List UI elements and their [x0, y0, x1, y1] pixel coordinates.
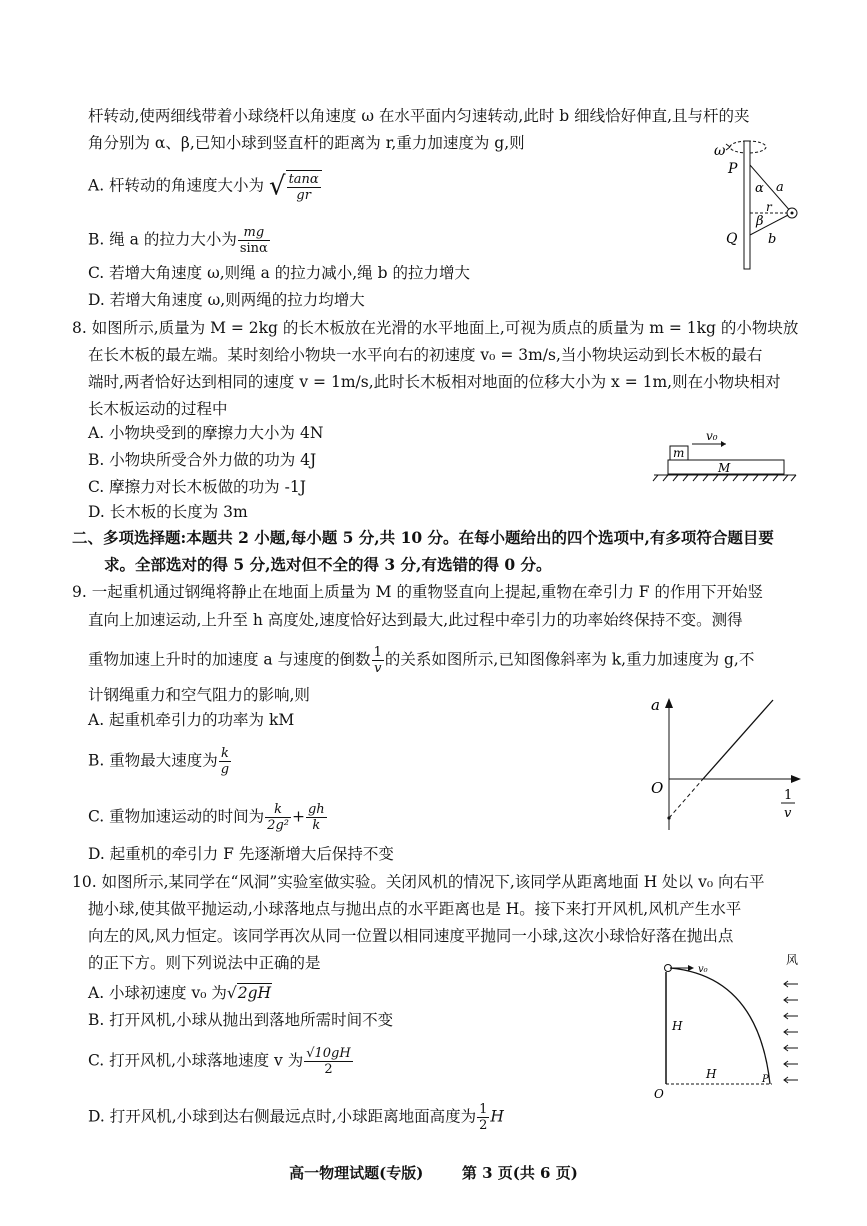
q7-option-b [88, 225, 271, 256]
q10-option-c-text: C. 打开风机,小球落地速度 v 为 [88, 1051, 304, 1070]
footer-page-number: 第 3 页(共 6 页) [461, 1164, 578, 1182]
q8-line2: 在长木板的最左端。某时刻给小物块一水平向右的初速度 v₀ = 3m/s,当小物块运动到长木板的最右 [88, 346, 763, 364]
q10-line4: 的正下方。则下列说法中正确的是 [88, 954, 321, 972]
y-axis-arrow-icon [665, 698, 673, 708]
q9-line3-num: 1 [373, 645, 382, 660]
block-m-label: m [673, 446, 685, 460]
origin-label: O [651, 779, 664, 797]
q9-option-c-den2: k [312, 818, 321, 833]
q10-option-c-rad: 10gH [314, 1046, 351, 1061]
q9-option-b-text: B. 重物最大速度为 [88, 751, 218, 770]
x-axis-arrow-icon [791, 775, 801, 783]
acceleration-graph [645, 690, 815, 835]
height-label: H [672, 1019, 683, 1033]
wind-label: 风 [786, 953, 799, 967]
q10-option-d-text: D. 打开风机,小球到达右侧最远点时,小球距离地面高度为 [88, 1107, 477, 1126]
string-b-label: b [768, 232, 777, 247]
q7-option-a-num: tanα [288, 172, 319, 187]
section2-line2: 求。全部选对的得 5 分,选对但不全的得 3 分,有选错的得 0 分。 [104, 555, 552, 574]
q8-line4: 长木板运动的过程中 [88, 400, 228, 418]
q7-option-a [88, 170, 322, 203]
q9-line1: 9. 一起重机通过钢绳将静止在地面上质量为 M 的重物竖直向上提起,重物在牵引力 F 的作用下开始竖 [72, 583, 763, 601]
extended-line-dashed [669, 779, 703, 818]
rotating-rod-figure [700, 135, 810, 275]
arrow-head-icon [721, 441, 726, 447]
q7-option-c: C. 若增大角速度 ω,则绳 a 的拉力减小,绳 b 的拉力增大 [88, 264, 470, 282]
y-axis-label: a [651, 696, 660, 714]
q7-option-d: D. 若增大角速度 ω,则两绳的拉力均增大 [88, 291, 365, 309]
radius-label: r [766, 200, 772, 214]
ground-hatch [653, 475, 796, 481]
data-line [703, 700, 773, 779]
q8-option-a: A. 小物块受到的摩擦力大小为 4N [88, 424, 324, 442]
rotation-arrow-icon [726, 144, 730, 150]
wind-arrows [784, 981, 798, 1083]
v0-label: v₀ [706, 429, 718, 443]
wind-tunnel-figure [650, 950, 810, 1100]
intercept-point [667, 816, 670, 819]
q7-option-a-text: A. 杆转动的角速度大小为 [88, 176, 265, 195]
alpha-label: α [755, 181, 764, 196]
q9-line3-pre: 重物加速上升时的加速度 a 与速度的倒数 [88, 650, 371, 669]
q7-option-a-den: gr [296, 188, 311, 203]
wind-arrow-icon [784, 1029, 798, 1035]
q10-option-d-num: 1 [479, 1102, 488, 1117]
ball-center [791, 212, 794, 215]
wind-arrow-icon [784, 1077, 798, 1083]
x-axis-label-den: v [784, 806, 792, 821]
q9-option-c-num2: gh [307, 802, 325, 817]
q10-option-c: C. 打开风机,小球落地速度 v 为 $\frac{√10gH}{2}$ [88, 1046, 351, 1077]
wind-arrow-icon [784, 997, 798, 1003]
q9-option-b-num: k [219, 746, 231, 762]
x-axis-label-num: 1 [784, 788, 793, 803]
q9-line3-den: v [374, 661, 382, 676]
q10-option-a-text: A. 小球初速度 v₀ 为 [88, 984, 227, 1002]
horizontal-distance-label: H [706, 1067, 717, 1081]
vertical-rod [744, 141, 750, 269]
q9-option-d: D. 起重机的牵引力 F 先逐渐增大后保持不变 [88, 845, 394, 863]
board-m-label: M [718, 461, 731, 475]
footer-title: 高一物理试题(专版) [289, 1164, 424, 1182]
q8-option-b: B. 小物块所受合外力做的功为 4J [88, 451, 317, 469]
q9-line2: 直向上加速运动,上升至 h 高度处,速度恰好达到最大,此过程中牵引力的功率始终保持不变。测得 [88, 611, 743, 629]
string-a-label: a [776, 180, 784, 195]
q8-line1: 8. 如图所示,质量为 M = 2kg 的长木板放在光滑的水平地面上,可视为质点的质量为 m = 1kg 的小物块放 [72, 319, 799, 337]
q10-line1: 10. 如图所示,某同学在“风洞”实验室做实验。关闭风机的情况下,该同学从距离地面 H 处以 v₀ 向右平 [72, 873, 765, 891]
section2-line1: 二、多项选择题:本题共 2 小题,每小题 5 分,共 10 分。在每小题给出的四个选项中,有多项符合题目要 [72, 528, 774, 547]
q7-option-b-text: B. 绳 a 的拉力大小为 [88, 230, 237, 249]
velocity-arrow-head-icon [688, 965, 694, 971]
wind-arrow-icon [784, 981, 798, 987]
omega-label: ω [714, 143, 726, 159]
q9-line4: 计钢绳重力和空气阻力的影响,则 [88, 686, 310, 704]
q10-option-d-post: H [490, 1107, 504, 1126]
q7-option-b-den: sinα [239, 241, 268, 256]
q9-line3-post: 的关系如图所示,已知图像斜率为 k,重力加速度为 g,不 [384, 650, 755, 669]
q7-intro-line2: 角分别为 α、β,已知小球到竖直杆的距离为 r,重力加速度为 g,则 [88, 134, 525, 152]
q9-option-c-den1: 2g² [267, 818, 289, 833]
beta-label: β [756, 214, 764, 229]
landing-point-label: P [762, 1074, 769, 1085]
block-board-figure [650, 428, 800, 488]
q9-option-c-plus: + [291, 807, 305, 826]
q9-option-b-den: g [220, 762, 230, 777]
q10-option-d-den: 2 [479, 1118, 488, 1133]
point-p-label: P [728, 161, 738, 177]
sqrt-expression: √ $\frac{\tan\alpha}{gr}$ [269, 170, 322, 203]
q8-option-c: C. 摩擦力对长木板做的功为 -1J [88, 478, 306, 496]
origin-o-label: O [654, 1087, 664, 1100]
q10-option-a-rad: 2gH [237, 984, 272, 1002]
q10-option-b: B. 打开风机,小球从抛出到落地所需时间不变 [88, 1011, 394, 1029]
wind-arrow-icon [784, 1045, 798, 1051]
wind-arrow-icon [784, 1061, 798, 1067]
q9-option-b [88, 746, 232, 777]
q7-option-b-num: mg [238, 225, 270, 241]
wind-arrow-icon [784, 1013, 798, 1019]
q9-option-c-num1: k [265, 802, 291, 818]
q10-option-d [88, 1102, 504, 1133]
point-q-label: Q [726, 231, 738, 247]
q9-line3 [88, 645, 754, 676]
q10-line2: 抛小球,使其做平抛运动,小球落地点与抛出点的水平距离也是 H。接下来打开风机,风机产生水平 [88, 900, 742, 918]
q10-option-c-den: 2 [324, 1062, 333, 1077]
projectile-trajectory [670, 968, 770, 1084]
q9-option-a: A. 起重机牵引力的功率为 kM [88, 711, 295, 729]
q9-option-c [88, 802, 328, 833]
q8-option-d: D. 长木板的长度为 3m [88, 503, 248, 521]
q9-option-c-text: C. 重物加速运动的时间为 [88, 807, 265, 826]
q10-option-a: A. 小球初速度 v₀ 为√2gH [88, 984, 272, 1002]
v0-label: v₀ [698, 964, 708, 975]
page-footer [0, 1162, 867, 1183]
q8-line3: 端时,两者恰好达到相同的速度 v = 1m/s,此时长木板相对地面的位移大小为 x = 1m,则在小物块相对 [88, 373, 781, 391]
q10-line3: 向左的风,风力恒定。该同学再次从同一位置以相同速度平抛同一小球,这次小球恰好落在抛出点 [88, 927, 734, 945]
q7-intro-line1: 杆转动,使两细线带着小球绕杆以角速度 ω 在水平面内匀速转动,此时 b 细线恰好伸直,且与杆的夹 [88, 107, 750, 125]
